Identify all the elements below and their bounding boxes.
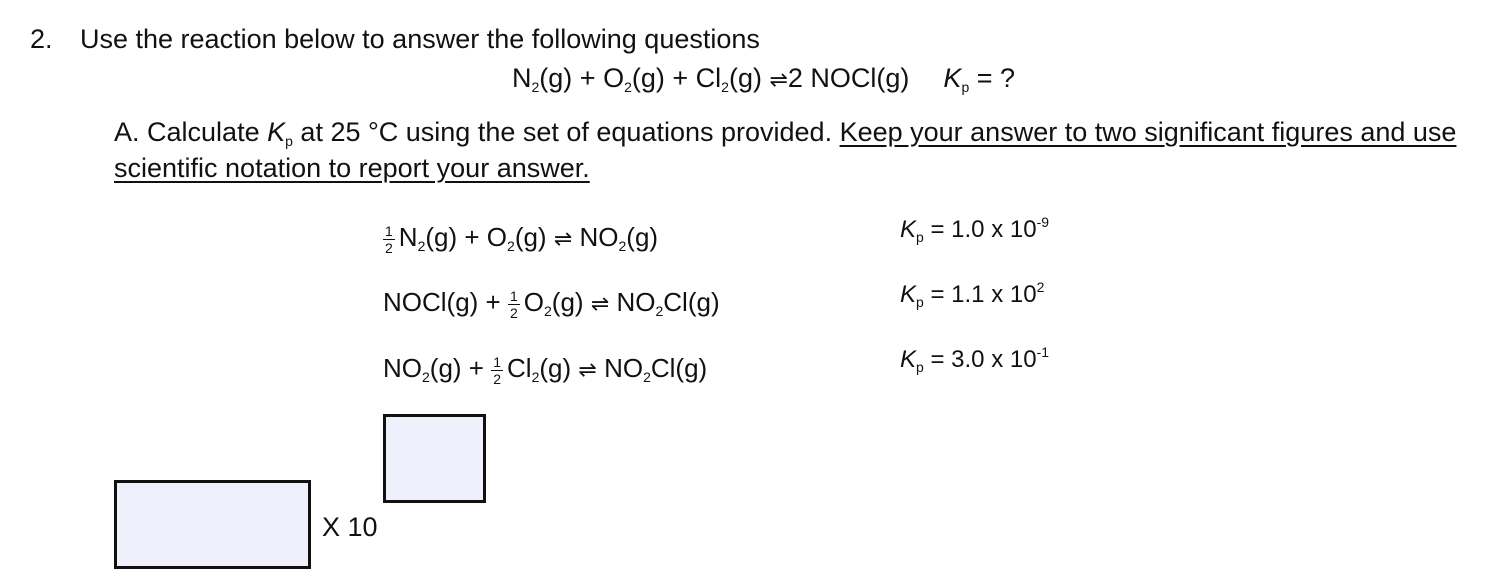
coefficient-answer-box[interactable]: [114, 480, 311, 569]
times-ten-label: X 10: [322, 512, 378, 542]
main-reaction: $N_2(g) + O_2(g) + Cl_2(g)$ ⇌2 NOCl(g) $K_p$ = ?: [512, 63, 1016, 95]
equation-3: $NO_2(g)$ + $\frac{1}{2}$ $Cl_2(g)$ ⇌ $NO_2Cl(g)$: [383, 353, 708, 387]
fraction-one-half: $\frac{1}{2}$: [493, 353, 502, 387]
exponent-answer-box[interactable]: [383, 414, 486, 503]
equilibrium-arrow-icon: ⇌: [578, 357, 597, 382]
equilibrium-arrow-icon: ⇌: [553, 226, 573, 251]
equilibrium-arrow-icon: ⇌: [590, 291, 610, 316]
kp-value-3: $K_p = 3.0$ x $10^{-1}$: [900, 344, 1050, 375]
question-text: Use the reaction below to answer the following questions: [80, 24, 760, 54]
equation-2: NOCl(g) + $\frac{1}{2}$ $O_2(g)$ ⇌ $NO_2Cl(g)$: [383, 287, 720, 321]
equilibrium-arrow-icon: ⇌: [769, 67, 788, 92]
kp-value-2: $K_p = 1.1$ x $10^2$: [900, 279, 1045, 310]
part-a-underlined-instruction: Keep your answer to two significant figures and use scientific notation to report your answer.: [114, 117, 1457, 183]
kp-value-1: $K_p = 1.0$ x $10^{-9}$: [900, 214, 1050, 245]
part-a-instructions: A. Calculate $K_p$ at 25 °C using the set of equations provided. Keep your answer to two significant figures and use scientific notation to report your answer.: [114, 117, 1457, 183]
part-a-label: A.: [114, 117, 140, 147]
fraction-one-half: $\frac{1}{2}$: [509, 287, 518, 321]
question-number: 2.: [30, 24, 53, 54]
equation-1: $\frac{1}{2}$ $N_2(g) + O_2(g)$ ⇌ $NO_2(g)$: [385, 222, 659, 256]
fraction-one-half: $\frac{1}{2}$: [385, 222, 393, 256]
